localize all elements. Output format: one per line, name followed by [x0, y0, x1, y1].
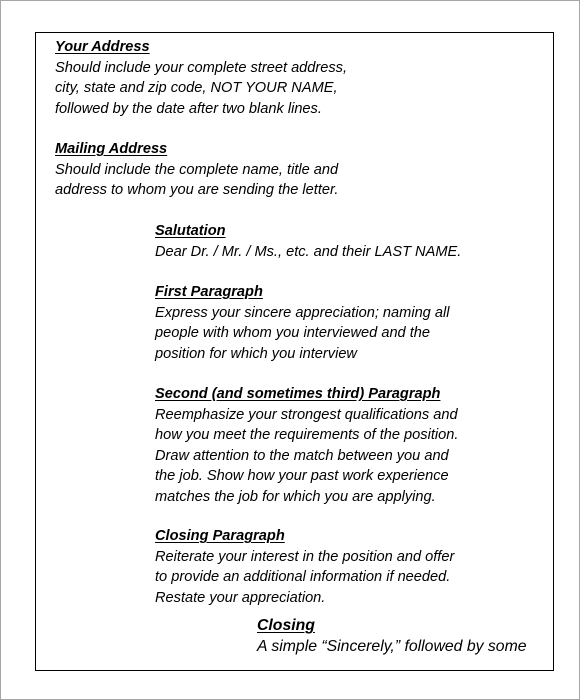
salutation-section — [155, 221, 461, 262]
closing-paragraph-line-2: to provide an additional information if needed. — [155, 569, 451, 585]
closing-paragraph-line-3: Restate your appreciation. — [155, 589, 326, 606]
second-paragraph-line-2: how you meet the requirements of the position. — [155, 427, 459, 443]
closing-heading: Closing — [257, 617, 315, 634]
closing-line-1: A simple “Sincerely,” followed by some — [257, 638, 527, 655]
mailing-address-line-1: Should include the complete name, title and — [55, 161, 339, 178]
your-address-line-2: city, state and zip code, NOT YOUR NAME, — [55, 80, 338, 96]
second-paragraph-line-1: Reemphasize your strongest qualifications and — [155, 406, 458, 423]
closing-paragraph-heading: Closing Paragraph — [155, 528, 285, 544]
your-address-section — [55, 37, 347, 119]
salutation-heading: Salutation — [155, 223, 226, 239]
your-address-line-1: Should include your complete street address, — [55, 59, 348, 76]
first-paragraph-section — [155, 282, 449, 364]
your-address-heading: Your Address — [55, 39, 150, 55]
second-paragraph-line-4: the job. Show how your past work experience — [155, 468, 449, 484]
second-paragraph-line-3: Draw attention to the match between you and — [155, 447, 449, 464]
first-paragraph-line-2: people with whom you interviewed and the — [155, 325, 431, 341]
second-paragraph-line-5: matches the job for which you are applying. — [155, 488, 436, 505]
closing-paragraph-line-1: Reiterate your interest in the position and offer — [155, 548, 455, 565]
mailing-address-line-2: address to whom you are sending the letter. — [55, 182, 339, 198]
first-paragraph-heading: First Paragraph — [155, 284, 263, 300]
mailing-address-section — [55, 139, 338, 201]
salutation-line-1: Dear Dr. / Mr. / Ms., etc. and their LAST NAME. — [155, 243, 462, 260]
first-paragraph-line-1: Express your sincere appreciation; naming all — [155, 304, 450, 321]
second-paragraph-heading: Second (and sometimes third) Paragraph — [155, 386, 441, 402]
first-paragraph-line-3: position for which you interview — [155, 345, 357, 362]
closing-section — [257, 615, 527, 657]
your-address-line-3: followed by the date after two blank lines. — [55, 100, 322, 117]
closing-paragraph-section — [155, 526, 454, 608]
mailing-address-heading: Mailing Address — [55, 141, 168, 157]
second-paragraph-section — [155, 384, 458, 507]
